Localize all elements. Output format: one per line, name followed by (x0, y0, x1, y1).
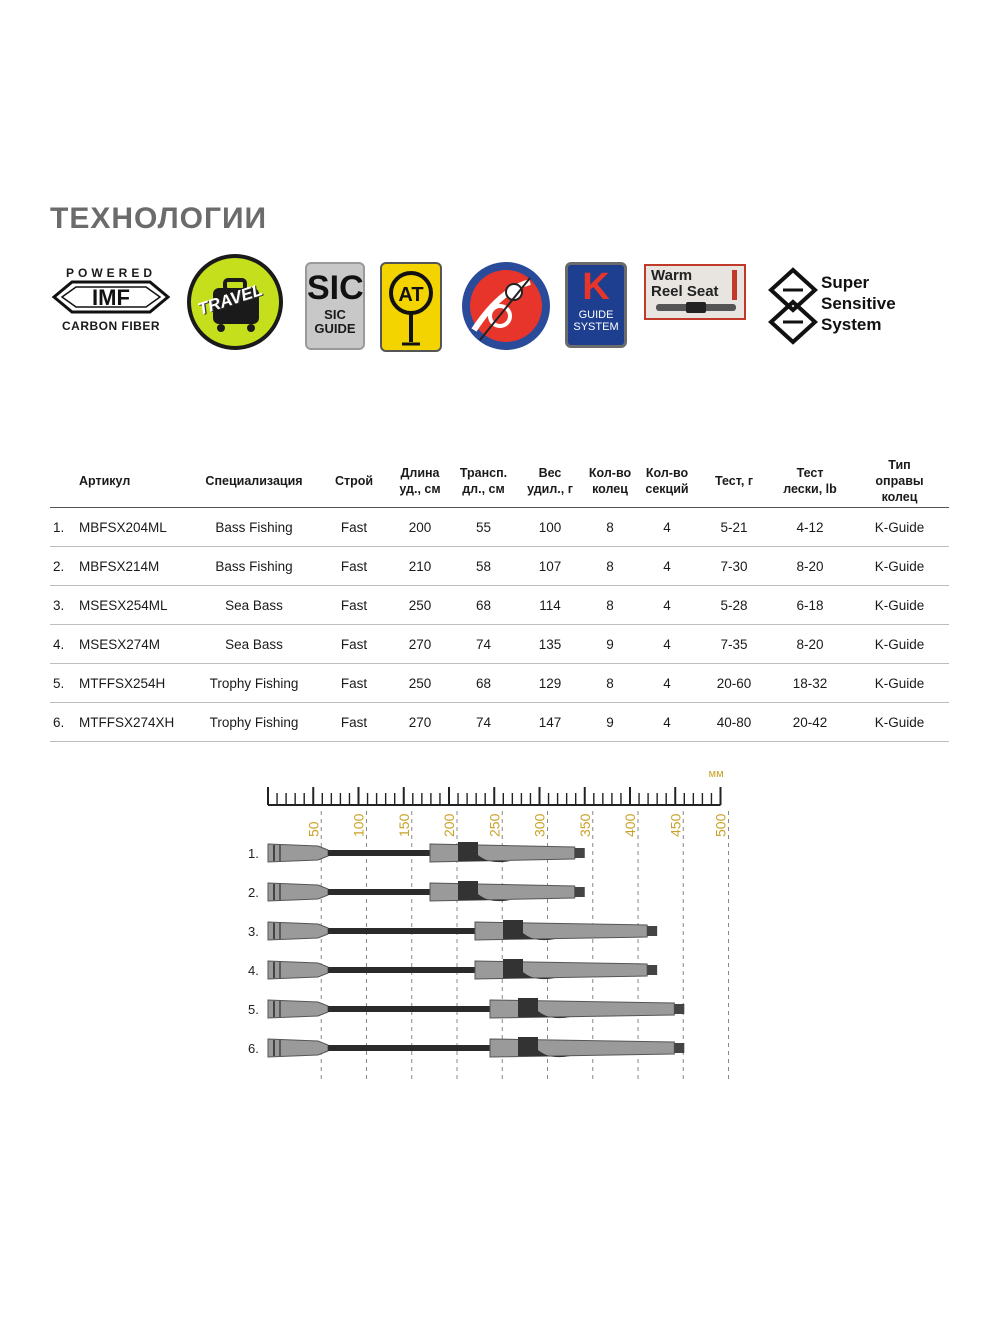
rod-label: 5. (248, 1002, 259, 1017)
cell-trans: 74 (451, 703, 516, 742)
tick-label: 400 (622, 813, 638, 837)
cell-weight: 100 (516, 508, 584, 547)
cell-action: Fast (319, 703, 389, 742)
cell-guide: K-Guide (850, 703, 949, 742)
rod-blank (328, 1045, 490, 1051)
imf-logo: POWERED IMF CARBON FIBER (50, 266, 172, 346)
rod-butt (268, 844, 328, 862)
cell-n: 1. (50, 508, 79, 547)
cell-guide: K-Guide (850, 586, 949, 625)
col-sections: Кол-во секций (636, 455, 698, 508)
cell-rings: 8 (584, 508, 636, 547)
cell-weight: 135 (516, 625, 584, 664)
col-transport: Трансп. дл., см (451, 455, 516, 508)
cell-weight: 107 (516, 547, 584, 586)
col-spec: Специализация (189, 455, 319, 508)
cell-length: 270 (389, 703, 451, 742)
cell-spec: Bass Fishing (189, 547, 319, 586)
rod-blank (328, 967, 475, 973)
cell-action: Fast (319, 508, 389, 547)
cell-article: MSESX254ML (79, 586, 189, 625)
cell-test: 7-30 (698, 547, 770, 586)
specs-table (50, 455, 949, 742)
sss-symbol-icon (765, 266, 821, 346)
rod-grip (490, 1039, 674, 1057)
rod-grip (475, 961, 647, 979)
sic-guide-logo: SIC SIC GUIDE (305, 262, 365, 350)
tick-label: 100 (350, 813, 367, 837)
cell-guide: K-Guide (850, 625, 949, 664)
cell-sections: 4 (636, 664, 698, 703)
cell-sections: 4 (636, 508, 698, 547)
cell-line: 18-32 (770, 664, 850, 703)
col-test: Тест, г (698, 455, 770, 508)
tick-label: 50 (305, 821, 322, 837)
cell-trans: 68 (451, 664, 516, 703)
rod-butt (268, 1039, 328, 1057)
cell-sections: 4 (636, 586, 698, 625)
rod-butt (268, 1000, 328, 1018)
rod-tip-cap (575, 887, 585, 897)
svg-text:IMF: IMF (92, 285, 130, 310)
tick-label: 150 (395, 813, 412, 837)
cell-spec: Trophy Fishing (189, 703, 319, 742)
rod-label: 2. (248, 885, 259, 900)
cell-sections: 4 (636, 703, 698, 742)
tick-label: 450 (667, 813, 684, 837)
col-num (50, 455, 79, 508)
imf-badge-icon (50, 280, 172, 314)
page-title: ТЕХНОЛОГИИ (50, 202, 268, 235)
cell-action: Fast (319, 625, 389, 664)
cell-guide: K-Guide (850, 547, 949, 586)
tick-label: 300 (531, 813, 548, 837)
cell-length: 210 (389, 547, 451, 586)
cell-length: 200 (389, 508, 451, 547)
cell-n: 2. (50, 547, 79, 586)
cell-length: 250 (389, 586, 451, 625)
cell-spec: Sea Bass (189, 625, 319, 664)
cell-line: 6-18 (770, 586, 850, 625)
at-logo (380, 262, 442, 352)
tick-label: 200 (441, 813, 457, 837)
rod-label: 1. (248, 846, 259, 861)
cell-test: 20-60 (698, 664, 770, 703)
unit-label: мм (708, 768, 724, 780)
cell-n: 6. (50, 703, 79, 742)
cell-action: Fast (319, 586, 389, 625)
tick-label: 350 (576, 813, 593, 837)
rod-length-diagram (240, 765, 740, 1085)
table-row (50, 586, 949, 625)
col-action: Строй (319, 455, 389, 508)
cell-article: MTFFSX254H (79, 664, 189, 703)
cell-guide: K-Guide (850, 508, 949, 547)
cell-line: 4-12 (770, 508, 850, 547)
table-row (50, 703, 949, 742)
k-guide-system-logo: K GUIDE SYSTEM (565, 262, 627, 348)
cell-trans: 55 (451, 508, 516, 547)
rod-label: 4. (248, 963, 259, 978)
cell-article: MTFFSX274XH (79, 703, 189, 742)
rod-blank (328, 1006, 490, 1012)
cell-spec: Bass Fishing (189, 508, 319, 547)
rod-butt (268, 961, 328, 979)
travel-logo: TRAVEL (187, 254, 283, 350)
cell-n: 4. (50, 625, 79, 664)
table-header-row (50, 455, 949, 508)
cell-test: 5-21 (698, 508, 770, 547)
cell-trans: 74 (451, 625, 516, 664)
cell-action: Fast (319, 547, 389, 586)
reel-logo (460, 260, 552, 357)
cell-sections: 4 (636, 625, 698, 664)
rod-label: 6. (248, 1041, 259, 1056)
super-sensitive-system-logo: Super Sensitive System (765, 266, 915, 346)
rod-tip-cap (647, 926, 657, 936)
cell-trans: 68 (451, 586, 516, 625)
rod-grip (430, 883, 575, 901)
col-length: Длина уд., см (389, 455, 451, 508)
cell-n: 5. (50, 664, 79, 703)
cell-rings: 8 (584, 664, 636, 703)
col-weight: Вес удил., г (516, 455, 584, 508)
cell-length: 250 (389, 664, 451, 703)
cell-spec: Sea Bass (189, 586, 319, 625)
cell-weight: 147 (516, 703, 584, 742)
table-row (50, 625, 949, 664)
rod-grip (430, 844, 575, 862)
rod-blank (328, 928, 475, 934)
rod-tip-cap (647, 965, 657, 975)
cell-article: MSESX274M (79, 625, 189, 664)
tick-label: 250 (486, 813, 503, 837)
cell-n: 3. (50, 586, 79, 625)
warm-reel-seat-logo: Warm Reel Seat (644, 264, 746, 320)
thermometer-icon (646, 266, 744, 318)
reel-seat-icon (460, 260, 552, 352)
col-article: Артикул (79, 455, 189, 508)
rod-grip (490, 1000, 674, 1018)
rod-tip-cap (674, 1043, 684, 1053)
cell-article: MBFSX204ML (79, 508, 189, 547)
table-row (50, 547, 949, 586)
table-row (50, 508, 949, 547)
cell-line: 8-20 (770, 547, 850, 586)
col-line: Тест лески, lb (770, 455, 850, 508)
rod-butt (268, 883, 328, 901)
table-row (50, 664, 949, 703)
col-rings: Кол-во колец (584, 455, 636, 508)
cell-test: 40-80 (698, 703, 770, 742)
rod-tip-cap (575, 848, 585, 858)
rod-blank (328, 889, 430, 895)
col-guide: Тип оправы колец (850, 455, 949, 508)
cell-action: Fast (319, 664, 389, 703)
cell-weight: 114 (516, 586, 584, 625)
tick-label: 500 (712, 813, 729, 837)
rod-tip-cap (674, 1004, 684, 1014)
cell-article: MBFSX214M (79, 547, 189, 586)
rod-blank (328, 850, 430, 856)
technology-logos (50, 252, 910, 362)
cell-length: 270 (389, 625, 451, 664)
cell-test: 5-28 (698, 586, 770, 625)
cell-spec: Trophy Fishing (189, 664, 319, 703)
rod-butt (268, 922, 328, 940)
cell-line: 20-42 (770, 703, 850, 742)
rod-grip (475, 922, 647, 940)
cell-rings: 8 (584, 586, 636, 625)
cell-trans: 58 (451, 547, 516, 586)
rod-label: 3. (248, 924, 259, 939)
cell-guide: K-Guide (850, 664, 949, 703)
cell-rings: 9 (584, 703, 636, 742)
cell-sections: 4 (636, 547, 698, 586)
cell-test: 7-35 (698, 625, 770, 664)
at-guide-icon (382, 264, 440, 350)
cell-rings: 8 (584, 547, 636, 586)
svg-text:AT: AT (398, 284, 424, 306)
rod-diagram-svg (240, 765, 740, 1085)
cell-rings: 9 (584, 625, 636, 664)
cell-line: 8-20 (770, 625, 850, 664)
cell-weight: 129 (516, 664, 584, 703)
